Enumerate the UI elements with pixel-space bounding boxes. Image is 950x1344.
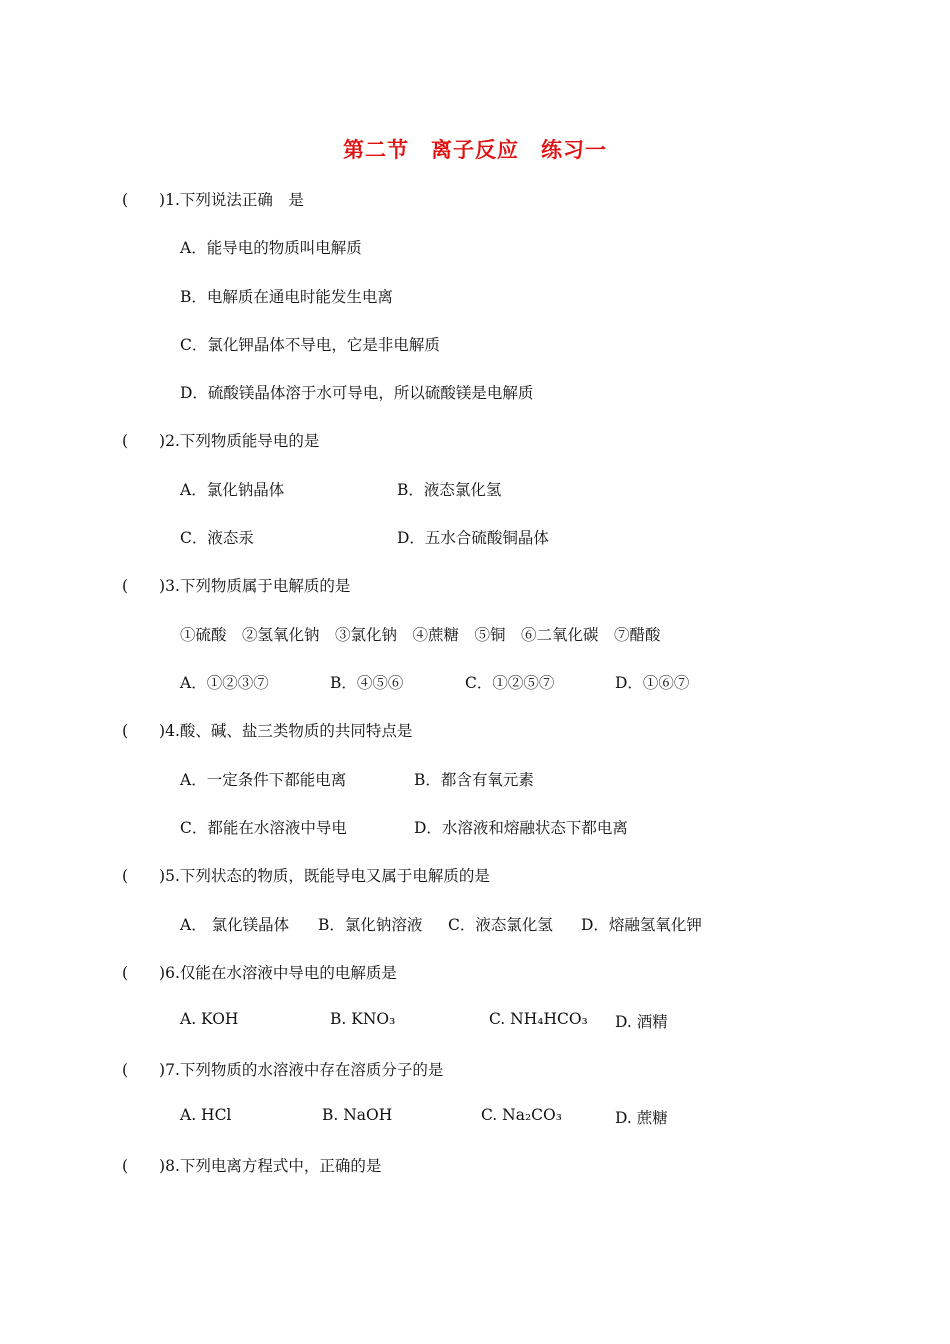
question-5-option-b: B．氯化钠溶液 <box>318 916 423 934</box>
question-7-option-c: C. Na₂CO₃ <box>481 1106 562 1124</box>
question-5-option-d: D．熔融氢氧化钾 <box>581 916 702 934</box>
question-5-stem: ( )5.下列状态的物质，既能导电又属于电解质的是 <box>122 867 490 885</box>
question-6-option-b: B. KNO₃ <box>330 1010 396 1028</box>
question-1-stem: ( )1.下列说法正确 是 <box>122 191 304 209</box>
question-1-option-c: C．氯化钾晶体不导电，它是非电解质 <box>180 336 440 354</box>
question-7-option-b: B. NaOH <box>322 1106 393 1124</box>
question-4-option-b: B．都含有氧元素 <box>414 771 534 789</box>
question-1-option-d: D．硫酸镁晶体溶于水可导电，所以硫酸镁是电解质 <box>180 384 534 402</box>
question-2-option-c: C．液态汞 <box>180 529 254 547</box>
question-6-stem: ( )6.仅能在水溶液中导电的电解质是 <box>122 964 397 982</box>
question-2-option-b: B．液态氯化氢 <box>397 481 502 499</box>
question-8-stem: ( )8.下列电离方程式中，正确的是 <box>122 1157 382 1175</box>
question-6-option-c: C. NH₄HCO₃ <box>489 1010 588 1028</box>
question-3-option-b: B．④⑤⑥ <box>330 674 404 692</box>
question-4-option-a: A．一定条件下都能电离 <box>180 771 347 789</box>
question-7-option-d: D. 蔗糖 <box>615 1109 668 1127</box>
question-3-option-d: D．①⑥⑦ <box>615 674 690 692</box>
question-2-stem: ( )2.下列物质能导电的是 <box>122 432 320 450</box>
question-2-option-d: D．五水合硫酸铜晶体 <box>397 529 549 547</box>
question-4-stem: ( )4.酸、碱、盐三类物质的共同特点是 <box>122 722 413 740</box>
question-7-option-a: A. HCl <box>180 1106 232 1124</box>
question-3-option-a: A．①②③⑦ <box>180 674 269 692</box>
question-2-option-a: A．氯化钠晶体 <box>180 481 285 499</box>
question-1-option-a: A．能导电的物质叫电解质 <box>180 239 362 257</box>
question-5-option-a: A． 氯化镁晶体 <box>180 916 290 934</box>
question-4-option-d: D．水溶液和熔融状态下都电离 <box>414 819 628 837</box>
question-4-option-c: C．都能在水溶液中导电 <box>180 819 347 837</box>
page-title: 第二节 离子反应 练习一 <box>343 138 607 162</box>
question-6-option-d: D. 酒精 <box>615 1013 668 1031</box>
question-6-option-a: A. KOH <box>180 1010 239 1028</box>
question-3-items: ①硫酸 ②氢氧化钠 ③氯化钠 ④蔗糖 ⑤铜 ⑥二氧化碳 ⑦醋酸 <box>180 626 661 644</box>
question-1-option-b: B．电解质在通电时能发生电离 <box>180 288 393 306</box>
question-3-option-c: C．①②⑤⑦ <box>465 674 555 692</box>
question-5-option-c: C．液态氯化氢 <box>448 916 553 934</box>
question-3-stem: ( )3.下列物质属于电解质的是 <box>122 577 351 595</box>
question-7-stem: ( )7.下列物质的水溶液中存在溶质分子的是 <box>122 1061 444 1079</box>
